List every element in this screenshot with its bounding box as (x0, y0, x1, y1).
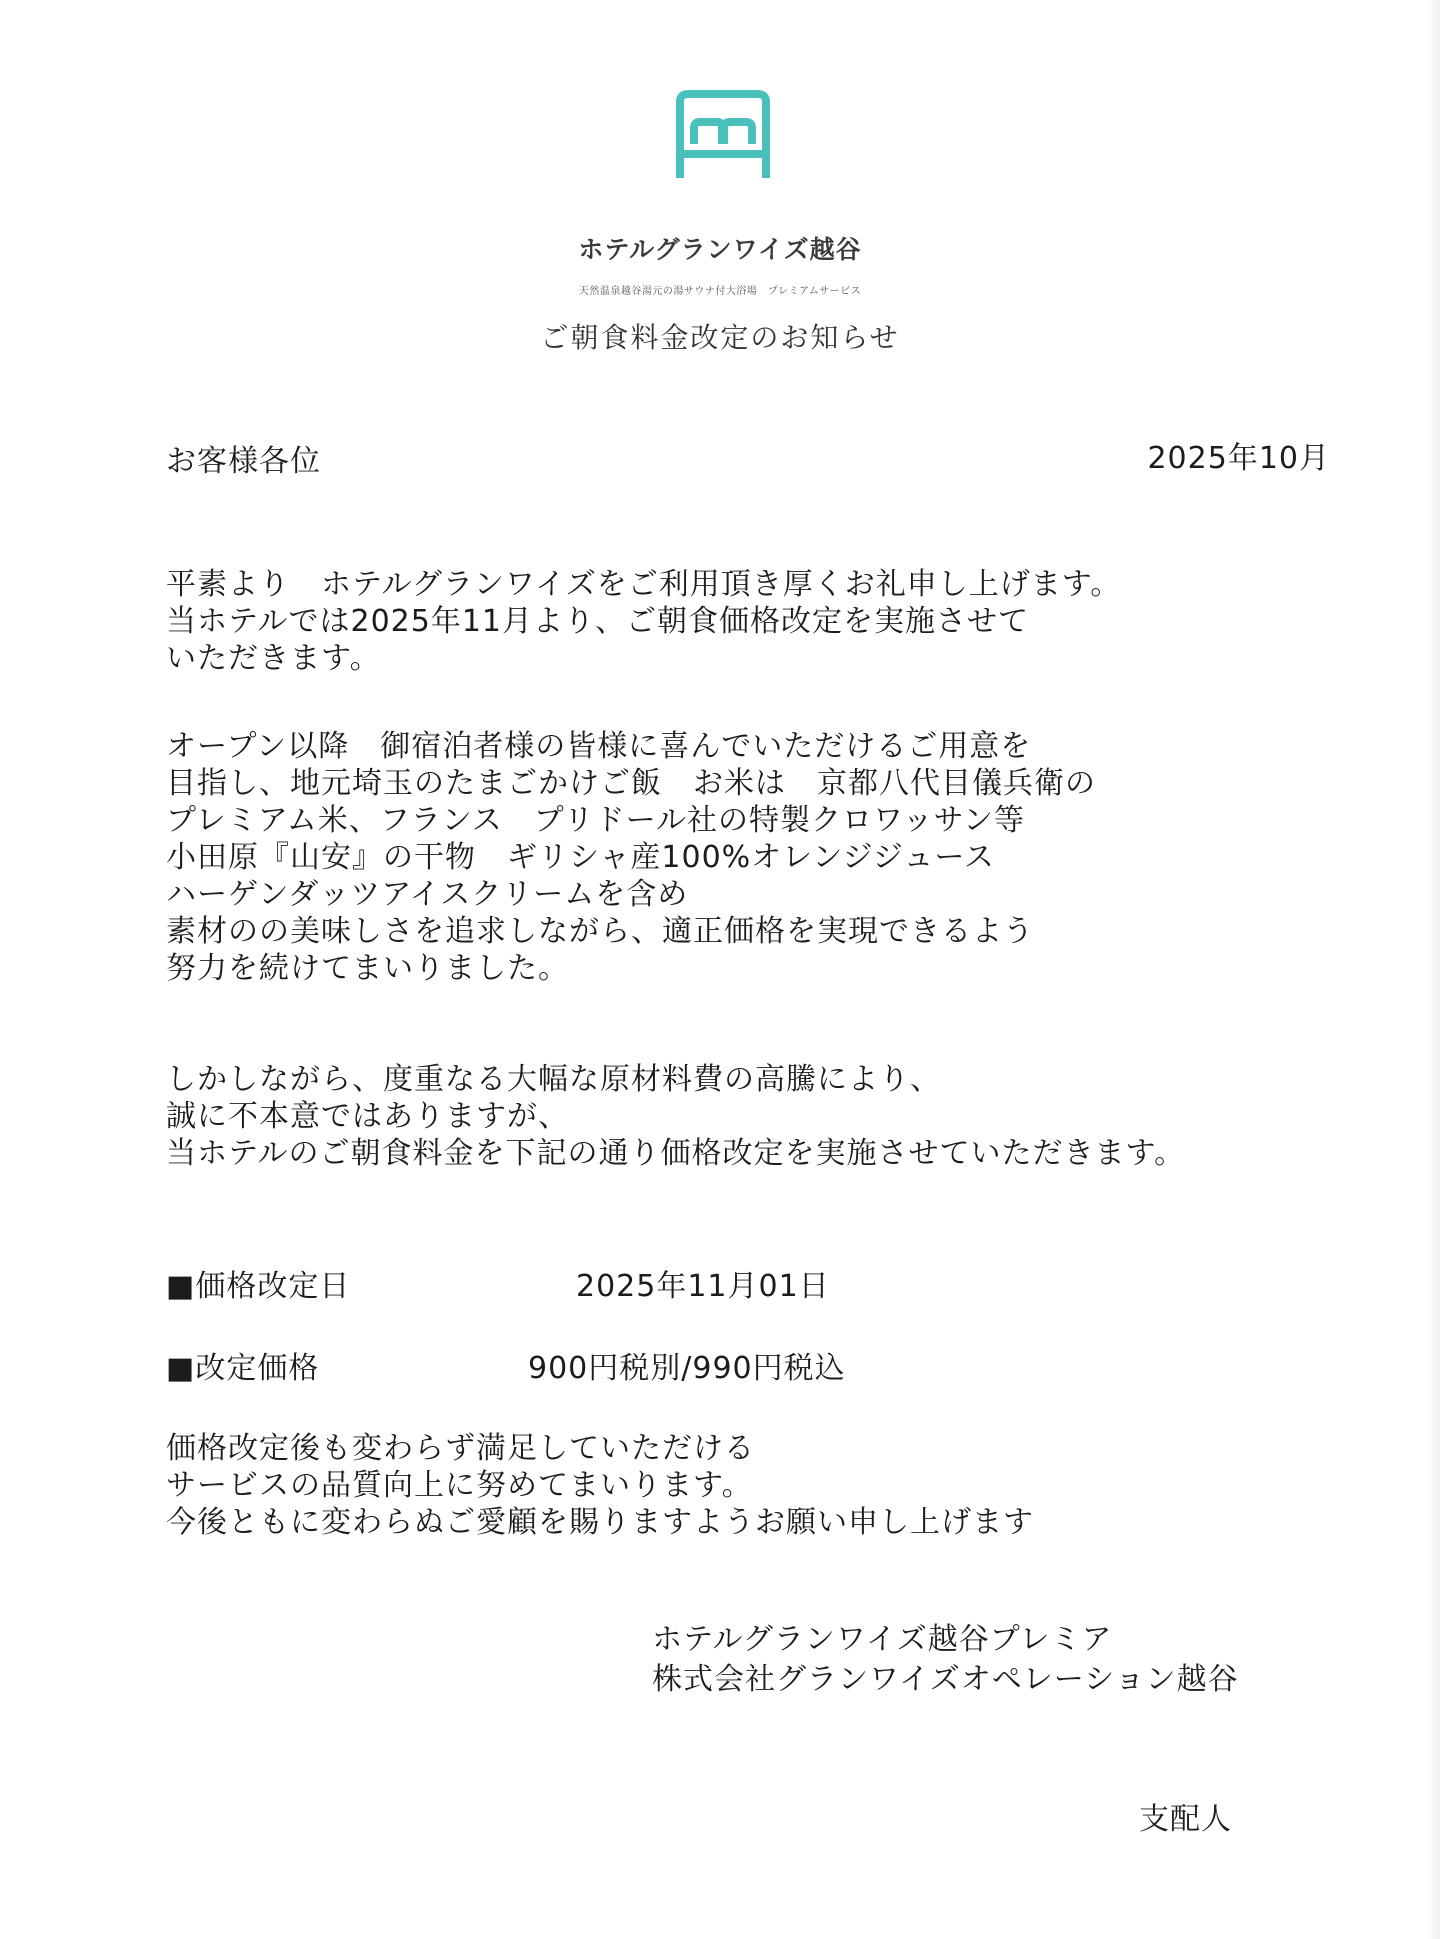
signature-hotel: ホテルグランワイズ越谷プレミア (652, 1622, 1113, 1657)
signature-block (652, 1620, 1239, 1700)
paragraph-line: サービスの品質向上に努めてまいります。 (166, 1468, 753, 1503)
paragraph-line: 平素より ホテルグランワイズをご利用頂き厚くお礼申し上げます。 (166, 567, 1122, 602)
paragraph-line: 努力を続けてまいりました。 (166, 951, 569, 986)
hotel-tagline: 天然温泉越谷湯元の湯サウナ付大浴場 プレミアムサービス (578, 286, 862, 297)
bed-icon (668, 88, 778, 182)
paragraph-line: オープン以降 御宿泊者様の皆様に喜んでいただけるご用意を (166, 729, 1032, 764)
paragraph-line: しかしながら、度重なる大幅な原材料費の高騰により、 (166, 1062, 941, 1097)
paragraph-reason (166, 1061, 1185, 1172)
signature-company: 株式会社グランワイズオペレーション越谷 (652, 1662, 1239, 1697)
salutation: お客様各位 (166, 444, 321, 479)
paragraph-line: 目指し、地元埼玉のたまごかけご飯 お米は 京都八代目儀兵衛の (166, 766, 1096, 801)
paragraph-line: 今後ともに変わらぬご愛顧を賜りますようお願い申し上げます (166, 1505, 1034, 1540)
signature-manager: 支配人 (1139, 1802, 1232, 1837)
paragraph-line: 誠に不本意ではありますが、 (166, 1099, 569, 1134)
paragraph-line: 小田原『山安』の干物 ギリシャ産100%オレンジジュース (166, 840, 995, 875)
paragraph-line: 当ホテルでは2025年11月より、ご朝食価格改定を実施させて (166, 604, 1030, 639)
paragraph-line: いただきます。 (166, 641, 381, 676)
notice-title: ご朝食料金改定のお知らせ (540, 321, 900, 354)
paragraph-line: 価格改定後も変わらず満足していただける (166, 1431, 755, 1466)
paragraph-line: プレミアム米、フランス プリドール社の特製クロワッサン等 (166, 803, 1025, 838)
revision-date-label: ■価格改定日 (166, 1269, 351, 1304)
revision-date-value: 2025年11月01日 (576, 1269, 830, 1304)
paragraph-line: ハーゲンダッツアイスクリームを含め (166, 877, 689, 912)
hotel-name: ホテルグランワイズ越谷 (578, 235, 862, 264)
letter-date: 2025年10月 (1147, 441, 1330, 476)
paragraph-background (166, 728, 1096, 987)
paragraph-closing (166, 1430, 1034, 1541)
paragraph-line: 当ホテルのご朝食料金を下記の通り価格改定を実施させていただきます。 (166, 1136, 1186, 1171)
revised-price-value: 900円税別/990円税込 (528, 1351, 846, 1386)
revised-price-label: ■改定価格 (166, 1351, 320, 1386)
paragraph-line: 素材のの美味しさを追求しながら、適正価格を実現できるよう (166, 914, 1034, 949)
paragraph-greeting (166, 566, 1121, 677)
